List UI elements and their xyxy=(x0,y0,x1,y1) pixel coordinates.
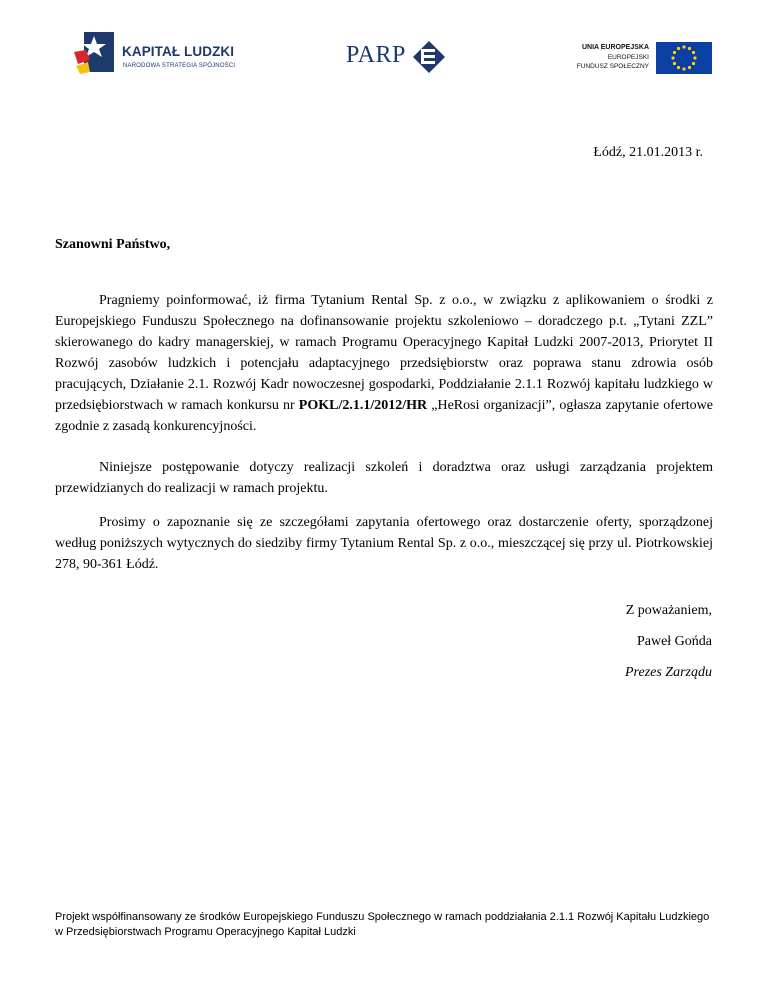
parp-wordmark: PARP xyxy=(346,42,406,68)
kapital-ludzki-emblem-icon xyxy=(72,30,118,76)
competition-code: POKL/2.1.1/2012/HR xyxy=(298,398,428,413)
paragraph-1-text-a: Pragniemy poinformować, iż firma Tytanium Rental Sp. z o.o., w związku z aplikowaniem o środki z Europejskiego Funduszu Społecznego na dofinansowanie projektu szkoleniowo – doradczego p.t. „Tytani ZZL” skierowanego do kadry managerskiej, w ramach Programu Operacyjnego Kapitał Ludzki 2007-2013, Priorytet II Rozwój zasobów ludzkich i potencjału adaptacyjnego przedsiębiorstw oraz poprawa stanu zdrowia osób pracujących, Działanie 2.1. Rozwój Kadr nowoczesnej gospodarki, Poddziałanie 2.1.1 Rozwój kapitału ludzkiego w przedsiębiorstwach w ramach konkursu nr xyxy=(55,293,713,413)
footer-note: Projekt współfinansowany ze środków Europejskiego Funduszu Społecznego w ramach poddziałania 2.1.1 Rozwój Kapitału Ludzkiego w Przedsiębiorstwach Programu Operacyjnego Kapitał Ludzki xyxy=(55,911,710,938)
letterhead xyxy=(0,0,768,90)
paragraph-2: Niniejsze postępowanie dotyczy realizacji szkoleń i doradztwa oraz usługi zarządzania projektem przewidzianych do realizacji w ramach projektu. xyxy=(55,460,713,496)
signer-name: Paweł Gońda xyxy=(636,634,712,649)
kapital-ludzki-title: KAPITAŁ LUDZKI xyxy=(122,44,235,59)
letter-date: Łódź, 21.01.2013 r. xyxy=(593,145,703,160)
closing: Z poważaniem, xyxy=(625,603,712,618)
eu-flag-icon xyxy=(656,42,712,74)
kapital-ludzki-subtitle: NARODOWA STRATEGIA SPÓJNOŚCI xyxy=(123,63,236,69)
signer-title: Prezes Zarządu xyxy=(625,665,712,680)
paragraph-1-text-b: „HeRosi organizacji”, ogłasza zapytanie ofertowe zgodnie z zasadą konkurencyjności. xyxy=(55,398,713,434)
salutation: Szanowni Państwo, xyxy=(55,237,171,252)
eu-line-2: EUROPEJSKI xyxy=(607,54,649,61)
eu-logo xyxy=(560,40,715,80)
eu-line-3: FUNDUSZ SPOŁECZNY xyxy=(576,63,649,70)
paragraph-1 xyxy=(55,290,713,437)
paragraph-3: Prosimy o zapoznanie się ze szczegółami zapytania ofertowego oraz dostarczenie oferty, sporządzonej według poniższych wytycznych do siedziby firmy Tytanium Rental Sp. z o.o., mieszczącej się przy ul. Piotrkowskiej 278, 90-361 Łódź. xyxy=(55,515,713,572)
eu-line-1: UNIA EUROPEJSKA xyxy=(581,44,649,51)
kapital-ludzki-logo xyxy=(72,30,252,75)
parp-logo xyxy=(346,40,451,80)
parp-diamond-icon xyxy=(412,40,446,74)
